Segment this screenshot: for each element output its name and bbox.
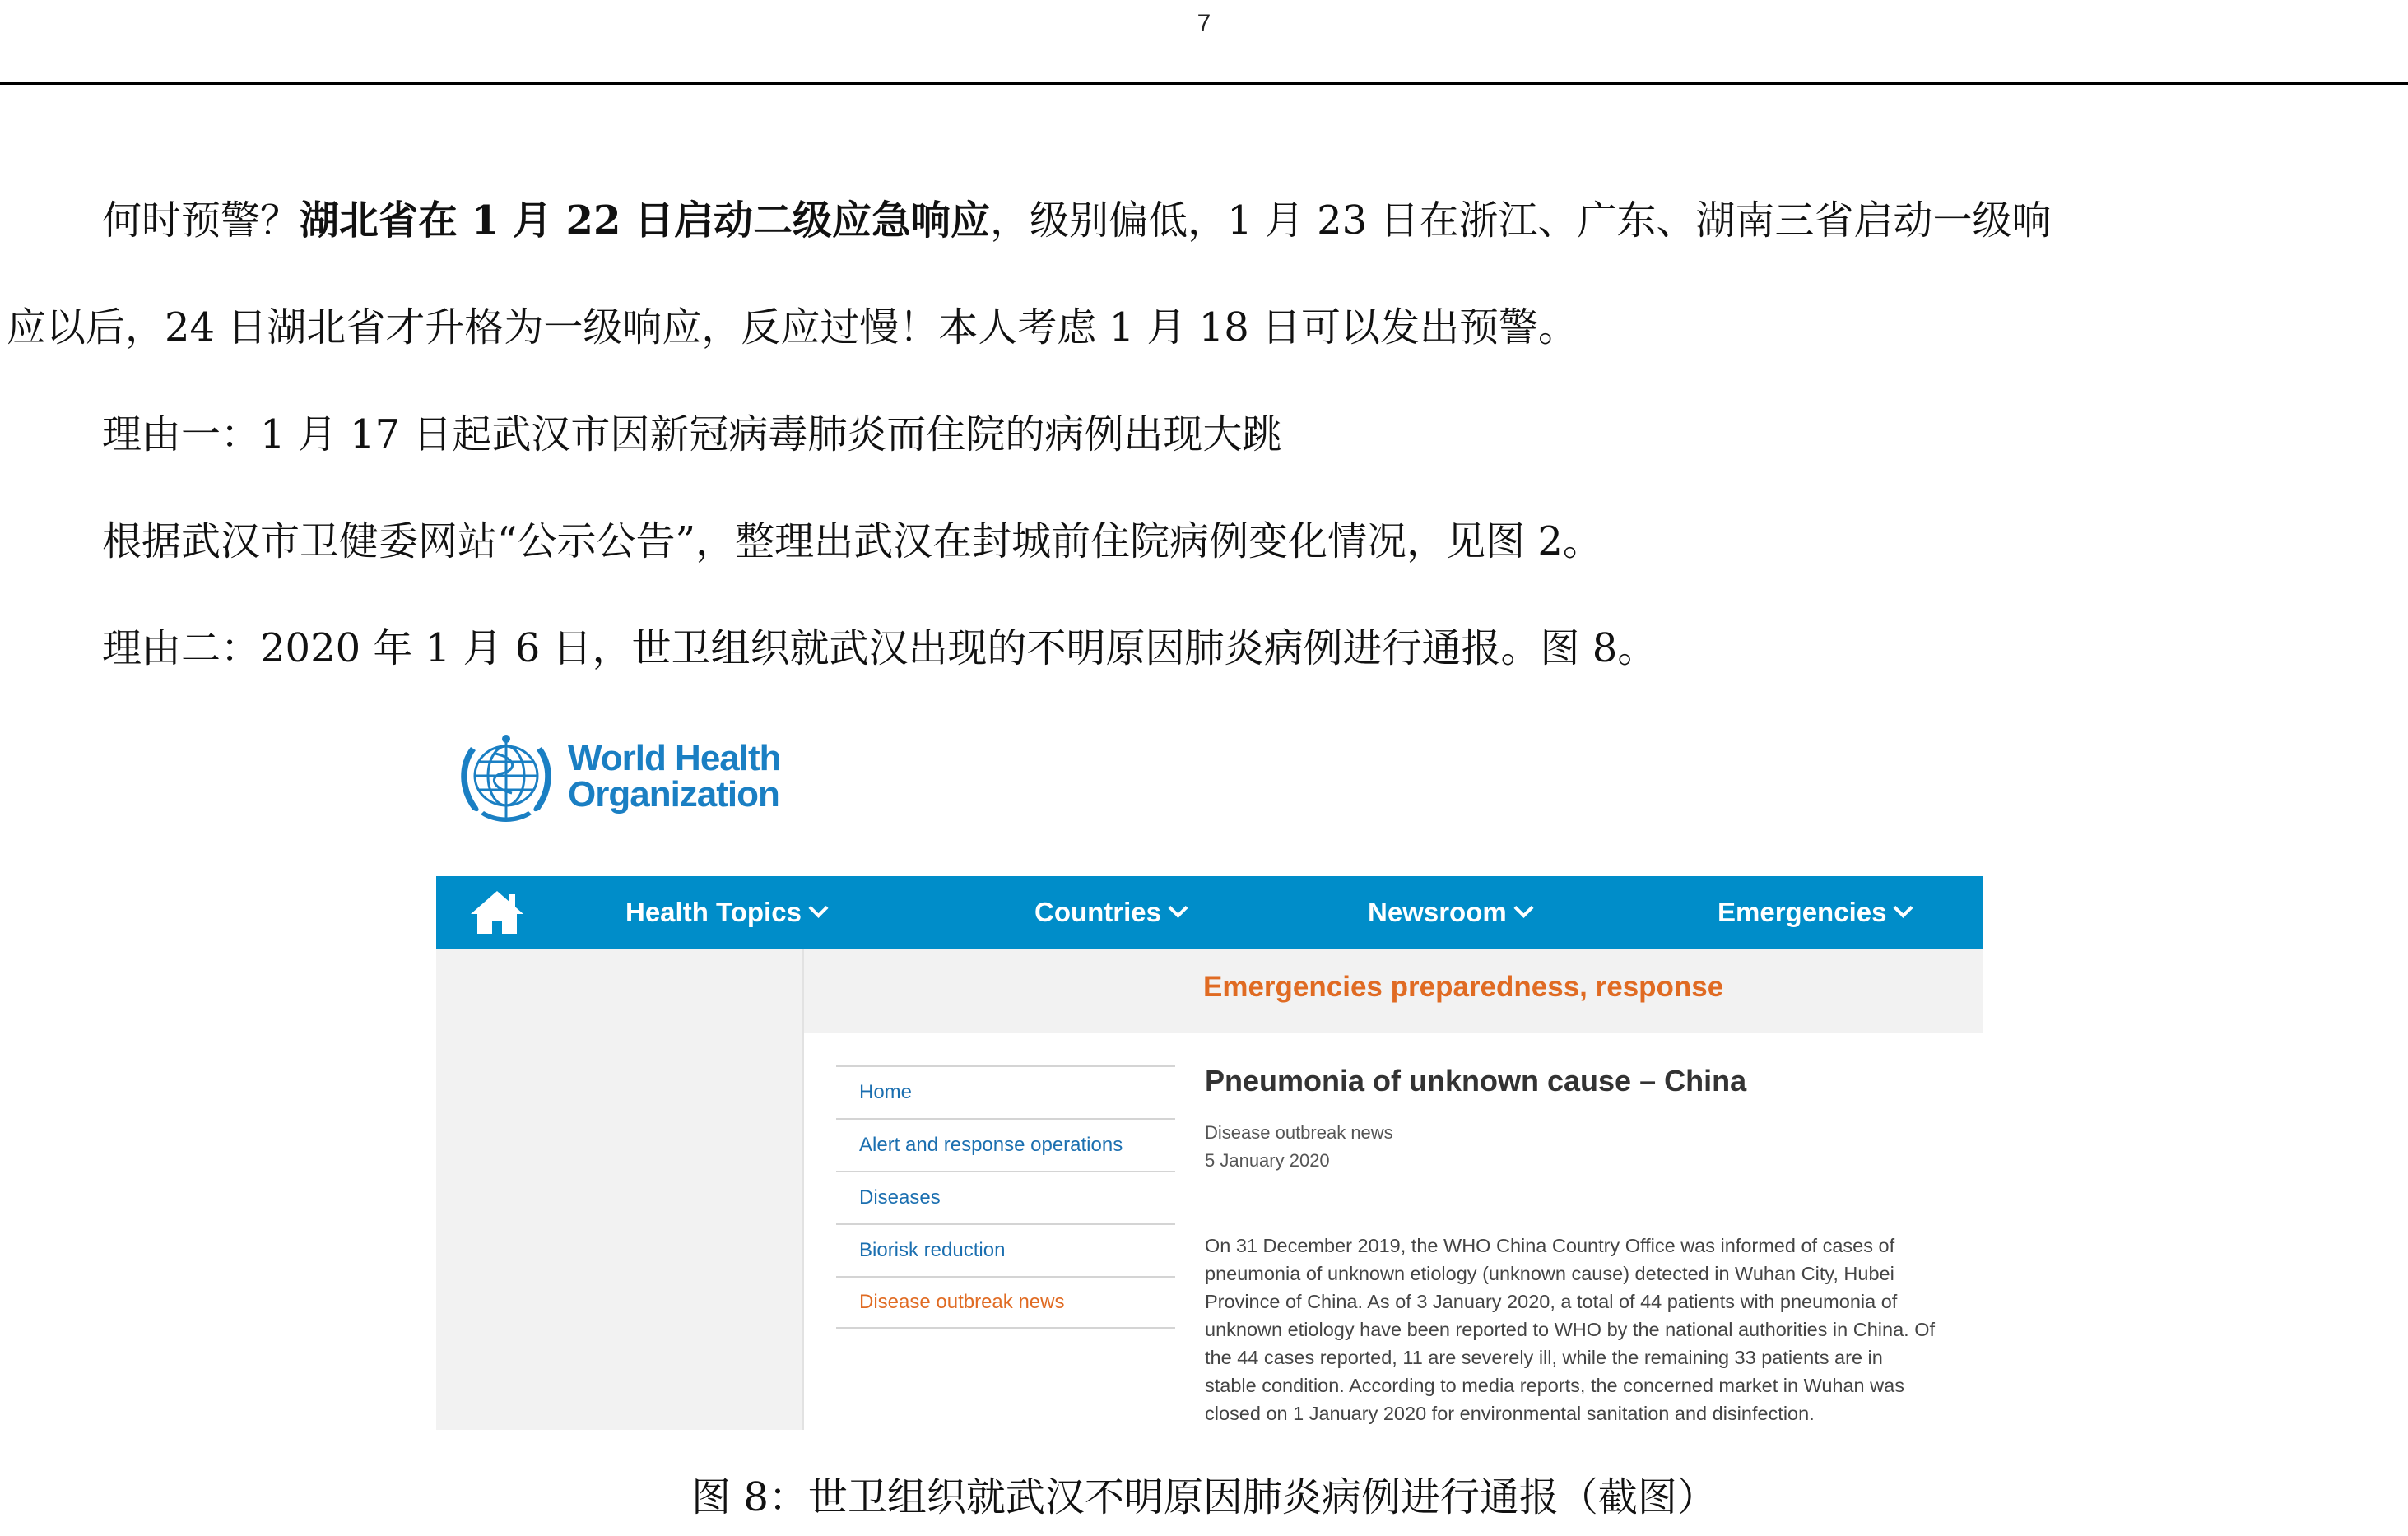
nav-countries[interactable] — [1034, 876, 1185, 949]
paragraph-figure-reference: 根据武汉市卫健委网站“公示公告”，整理出武汉在封城前住院病例变化情况，见图 2。 — [102, 518, 1602, 564]
chevron-down-icon — [808, 898, 828, 917]
nav-emergencies-label: Emergencies — [1718, 897, 1887, 927]
nav-health-topics[interactable] — [625, 876, 825, 949]
paragraph-warning-line2: 应以后，24 日湖北省才升格为一级响应，反应过慢！本人考虑 1 月 18 日可以发出预警。 — [7, 304, 1578, 350]
article-body — [1205, 1232, 1978, 1427]
paragraph-reason-one: 理由一：1 月 17 日起武汉市因新冠病毒肺炎而住院的病例出现大跳 — [102, 411, 1282, 457]
article-title: Pneumonia of unknown cause – China — [1205, 1064, 1747, 1097]
paragraph-warning-line1 — [0, 196, 2408, 245]
who-wordmark — [568, 740, 781, 813]
left-sidebar-panel — [436, 949, 802, 1430]
side-menu-alert-response[interactable]: Alert and response operations — [836, 1118, 1175, 1171]
article-body-line: On 31 December 2019, the WHO China Country Office was informed of cases of — [1205, 1235, 1895, 1256]
figure-caption: 图 8：世卫组织就武汉不明原因肺炎病例进行通报（截图） — [691, 1474, 1717, 1520]
article-body-line: Province of China. As of 3 January 2020, a total of 44 patients with pneumonia of — [1205, 1291, 1898, 1312]
section-title: Emergencies preparedness, response — [1203, 971, 1724, 1003]
side-menu-biorisk[interactable]: Biorisk reduction — [836, 1223, 1175, 1276]
home-icon[interactable] — [467, 888, 527, 937]
who-wordmark-line1: World Health — [568, 738, 781, 778]
side-menu-home[interactable]: Home — [836, 1065, 1175, 1118]
nav-countries-label: Countries — [1034, 897, 1162, 927]
paragraph-reason-two: 理由二：2020 年 1 月 6 日，世卫组织就武汉出现的不明原因肺炎病例进行通报。图 8。 — [102, 625, 1657, 671]
article-date: 5 January 2020 — [1205, 1150, 1330, 1171]
who-wordmark-line2: Organization — [568, 774, 779, 814]
warning-rest: ，级别偏低，1 月 23 日在浙江、广东、湖南三省启动一级响 — [990, 197, 2052, 244]
warning-bold-text: 湖北省在 1 月 22 日启动二级应急响应 — [300, 197, 991, 244]
main-navbar — [436, 876, 1983, 949]
article-body-line: unknown etiology have been reported to WHO by the national authorities in China. Of — [1205, 1319, 1935, 1340]
article-body-line: closed on 1 January 2020 for environmental sanitation and disinfection. — [1205, 1403, 1815, 1424]
article-category[interactable]: Disease outbreak news — [1205, 1122, 1393, 1143]
who-website-screenshot — [436, 724, 1983, 1430]
nav-emergencies[interactable] — [1718, 876, 1910, 949]
header-rule — [0, 82, 2408, 85]
warning-question: 何时预警？ — [102, 197, 300, 244]
side-menu-disease-outbreak-news[interactable]: Disease outbreak news — [836, 1276, 1175, 1329]
who-emblem-icon — [453, 731, 560, 825]
article-body-line: stable condition. According to media reports, the concerned market in Wuhan was — [1205, 1375, 1904, 1396]
chevron-down-icon — [1168, 898, 1188, 917]
nav-newsroom[interactable] — [1368, 876, 1531, 949]
side-menu-diseases[interactable]: Diseases — [836, 1171, 1175, 1223]
article-body-line: the 44 cases reported, 11 are severely ill, while the remaining 33 patients are in — [1205, 1347, 1883, 1368]
article-body-line: pneumonia of unknown etiology (unknown cause) detected in Wuhan City, Hubei — [1205, 1263, 1894, 1284]
nav-newsroom-label: Newsroom — [1368, 897, 1507, 927]
section-side-menu — [836, 1065, 1175, 1329]
chevron-down-icon — [1513, 898, 1533, 917]
nav-health-topics-label: Health Topics — [625, 897, 802, 927]
page-number: 7 — [1197, 10, 1211, 37]
who-logo[interactable] — [444, 724, 790, 827]
chevron-down-icon — [1894, 898, 1913, 917]
